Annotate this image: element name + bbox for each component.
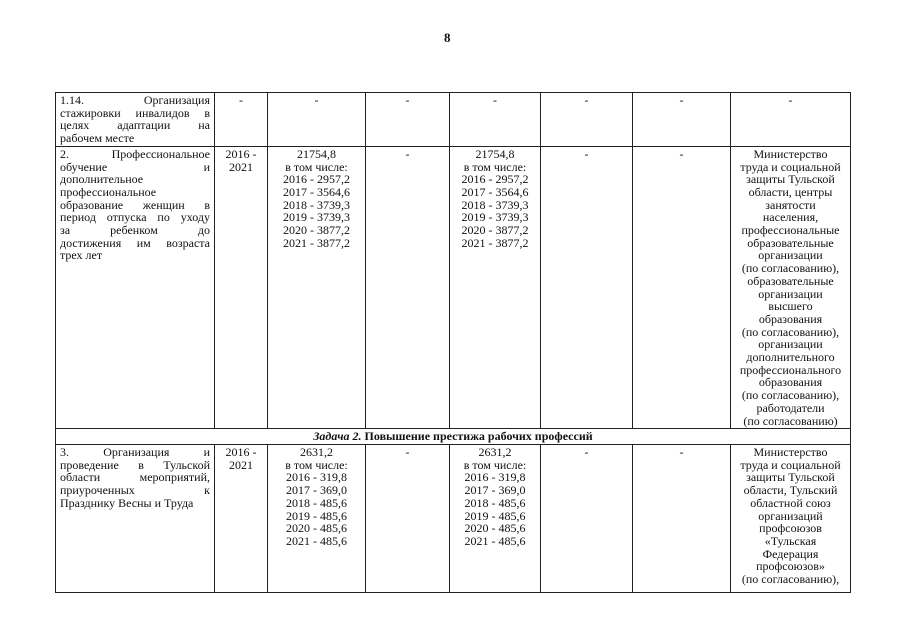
activity-description xyxy=(56,93,215,147)
table-row xyxy=(56,444,851,592)
funding-line: в том числе: xyxy=(285,159,348,174)
description-line: за ребенком до xyxy=(60,223,210,238)
federal-funding-cell xyxy=(366,146,450,428)
description-line: образование женщин в xyxy=(60,197,210,212)
period-cell xyxy=(215,444,268,592)
funding-line: 2016 - 319,8 xyxy=(286,470,347,485)
federal-funding-cell xyxy=(366,444,450,592)
funding-line: 2018 - 3739,3 xyxy=(461,197,529,212)
funding-line: 21754,8 xyxy=(475,146,515,161)
funding-line: 2020 - 3877,2 xyxy=(283,223,350,238)
funding-line: 2019 - 485,6 xyxy=(286,508,347,523)
executor-line: Министерство xyxy=(753,146,828,161)
executor-line: труда и социальной xyxy=(740,159,841,174)
executor-line: Министерство xyxy=(753,444,828,459)
executor-line: (по согласованию), xyxy=(741,572,840,587)
description-line: профессиональное xyxy=(60,184,157,199)
period-line: 2016 - xyxy=(225,444,257,459)
local-funding-cell xyxy=(541,93,633,147)
executor-line: организации xyxy=(758,286,823,301)
funding-value: - xyxy=(679,93,684,107)
section-title: Повышение престижа рабочих профессий xyxy=(364,429,593,444)
executor-line: (по согласованию), xyxy=(741,261,840,276)
funding-value: - xyxy=(679,146,684,161)
executor-line: профессиональные xyxy=(741,223,840,238)
other-funding-cell xyxy=(633,93,731,147)
funding-line: 2021 - 485,6 xyxy=(286,533,347,548)
executor-line: (по согласованию) xyxy=(743,413,838,428)
funding-line: 2631,2 xyxy=(478,444,512,459)
executor-line: организации xyxy=(758,248,823,263)
local-funding-cell xyxy=(541,146,633,428)
federal-funding-cell xyxy=(366,93,450,147)
regional-funding-cell xyxy=(450,93,541,147)
executor-line: образования xyxy=(758,375,823,390)
executor-line: высшего xyxy=(768,299,813,314)
period-line: 2021 xyxy=(229,159,253,174)
table-row xyxy=(56,93,851,147)
funding-value: - xyxy=(314,93,319,107)
description-line: области мероприятий, xyxy=(60,470,210,485)
executor-line: профсоюзов xyxy=(759,521,822,536)
funding-value: - xyxy=(584,146,589,161)
funding-line: 2017 - 369,0 xyxy=(286,483,347,498)
funding-line: в том числе: xyxy=(463,457,527,472)
funding-line: 2019 - 3739,3 xyxy=(283,210,350,225)
period-line: 2016 - xyxy=(225,146,257,161)
executor-value: - xyxy=(788,93,793,107)
executor-line: Федерация xyxy=(762,546,819,561)
executor-line: защиты Тульской xyxy=(746,470,835,485)
executor-cell xyxy=(731,146,851,428)
funding-line: 2017 - 3564,6 xyxy=(283,184,350,199)
description-line: приуроченных к xyxy=(60,483,210,498)
funding-value: - xyxy=(405,146,410,161)
description-line: проведение в Тульской xyxy=(60,457,210,472)
regional-funding-cell xyxy=(450,444,541,592)
period-value: - xyxy=(239,93,243,107)
executor-line: образовательные xyxy=(747,235,834,250)
section-header xyxy=(56,429,851,445)
funding-value: - xyxy=(405,93,410,107)
executor-cell xyxy=(731,444,851,592)
executor-line: организаций xyxy=(758,508,823,523)
executor-line: области, центры xyxy=(748,184,833,199)
executor-cell xyxy=(731,93,851,147)
executor-line: образовательные xyxy=(747,273,834,288)
funding-line: в том числе: xyxy=(285,457,348,472)
description-line: период отпуска по уходу xyxy=(60,210,210,225)
executor-line: «Тульская xyxy=(764,533,817,548)
funding-line: 2018 - 3739,3 xyxy=(283,197,350,212)
description-line: достижения им возраста xyxy=(60,235,210,250)
executor-line: профессионального xyxy=(739,362,842,377)
funding-line: 2019 - 485,6 xyxy=(464,508,526,523)
executor-line: областной союз xyxy=(750,495,831,510)
description-line: стажировки инвалидов в xyxy=(60,105,210,120)
regional-funding-cell xyxy=(450,146,541,428)
section-label: Задача 2. xyxy=(313,429,362,444)
funding-line: в том числе: xyxy=(463,159,527,174)
executor-line: (по согласованию), xyxy=(741,388,840,403)
description-line: дополнительное xyxy=(60,172,144,187)
funding-line: 2021 - 3877,2 xyxy=(461,235,529,250)
funding-line: 2018 - 485,6 xyxy=(286,495,347,510)
period-cell xyxy=(215,146,268,428)
activity-description xyxy=(56,146,215,428)
other-funding-cell xyxy=(633,146,731,428)
total-funding-cell xyxy=(268,146,366,428)
funding-value: - xyxy=(584,93,589,107)
description-line: обучение и xyxy=(60,159,210,174)
executor-line: (по согласованию), xyxy=(741,324,840,339)
description-line: рабочем месте xyxy=(60,131,135,146)
executor-line: занятости xyxy=(765,197,816,212)
funding-line: 2021 - 485,6 xyxy=(464,533,526,548)
program-table xyxy=(55,92,851,593)
description-line: трех лет xyxy=(60,248,103,263)
funding-line: 21754,8 xyxy=(297,146,336,161)
funding-line: 2019 - 3739,3 xyxy=(461,210,529,225)
table-row xyxy=(56,146,851,428)
executor-line: области, Тульский xyxy=(743,483,838,498)
description-line: Празднику Весны и Труда xyxy=(60,495,194,510)
executor-line: профсоюзов» xyxy=(756,559,825,574)
funding-value: - xyxy=(584,444,589,459)
funding-line: 2016 - 319,8 xyxy=(464,470,526,485)
section-header-row xyxy=(56,429,851,445)
executor-line: дополнительного xyxy=(746,350,835,365)
local-funding-cell xyxy=(541,444,633,592)
funding-line: 2016 - 2957,2 xyxy=(283,172,350,187)
funding-line: 2021 - 3877,2 xyxy=(283,235,350,250)
description-line: 1.14. Организация xyxy=(60,93,210,107)
executor-line: защиты Тульской xyxy=(746,172,835,187)
funding-line: 2631,2 xyxy=(300,444,333,459)
period-line: 2021 xyxy=(229,457,253,472)
description-line: целях адаптации на xyxy=(60,118,210,133)
period-cell xyxy=(215,93,268,147)
funding-line: 2017 - 3564,6 xyxy=(461,184,529,199)
page-number: 8 xyxy=(444,30,451,45)
executor-line: труда и социальной xyxy=(740,457,841,472)
funding-line: 2018 - 485,6 xyxy=(464,495,526,510)
funding-value: - xyxy=(679,444,684,459)
funding-value: - xyxy=(493,93,497,107)
funding-line: 2017 - 369,0 xyxy=(464,483,526,498)
funding-line: 2020 - 485,6 xyxy=(286,521,347,536)
executor-line: образования xyxy=(758,311,823,326)
funding-value: - xyxy=(405,444,410,459)
funding-line: 2020 - 3877,2 xyxy=(461,223,529,238)
activity-description xyxy=(56,444,215,592)
executor-line: работодатели xyxy=(756,400,825,415)
executor-line: населения, xyxy=(762,210,819,225)
funding-line: 2020 - 485,6 xyxy=(464,521,526,536)
other-funding-cell xyxy=(633,444,731,592)
total-funding-cell xyxy=(268,93,366,147)
table-body xyxy=(56,93,851,593)
executor-line: организации xyxy=(758,337,823,352)
description-line: 2. Профессиональное xyxy=(60,146,210,161)
description-line: 3. Организация и xyxy=(60,444,210,459)
funding-line: 2016 - 2957,2 xyxy=(461,172,529,187)
total-funding-cell xyxy=(268,444,366,592)
